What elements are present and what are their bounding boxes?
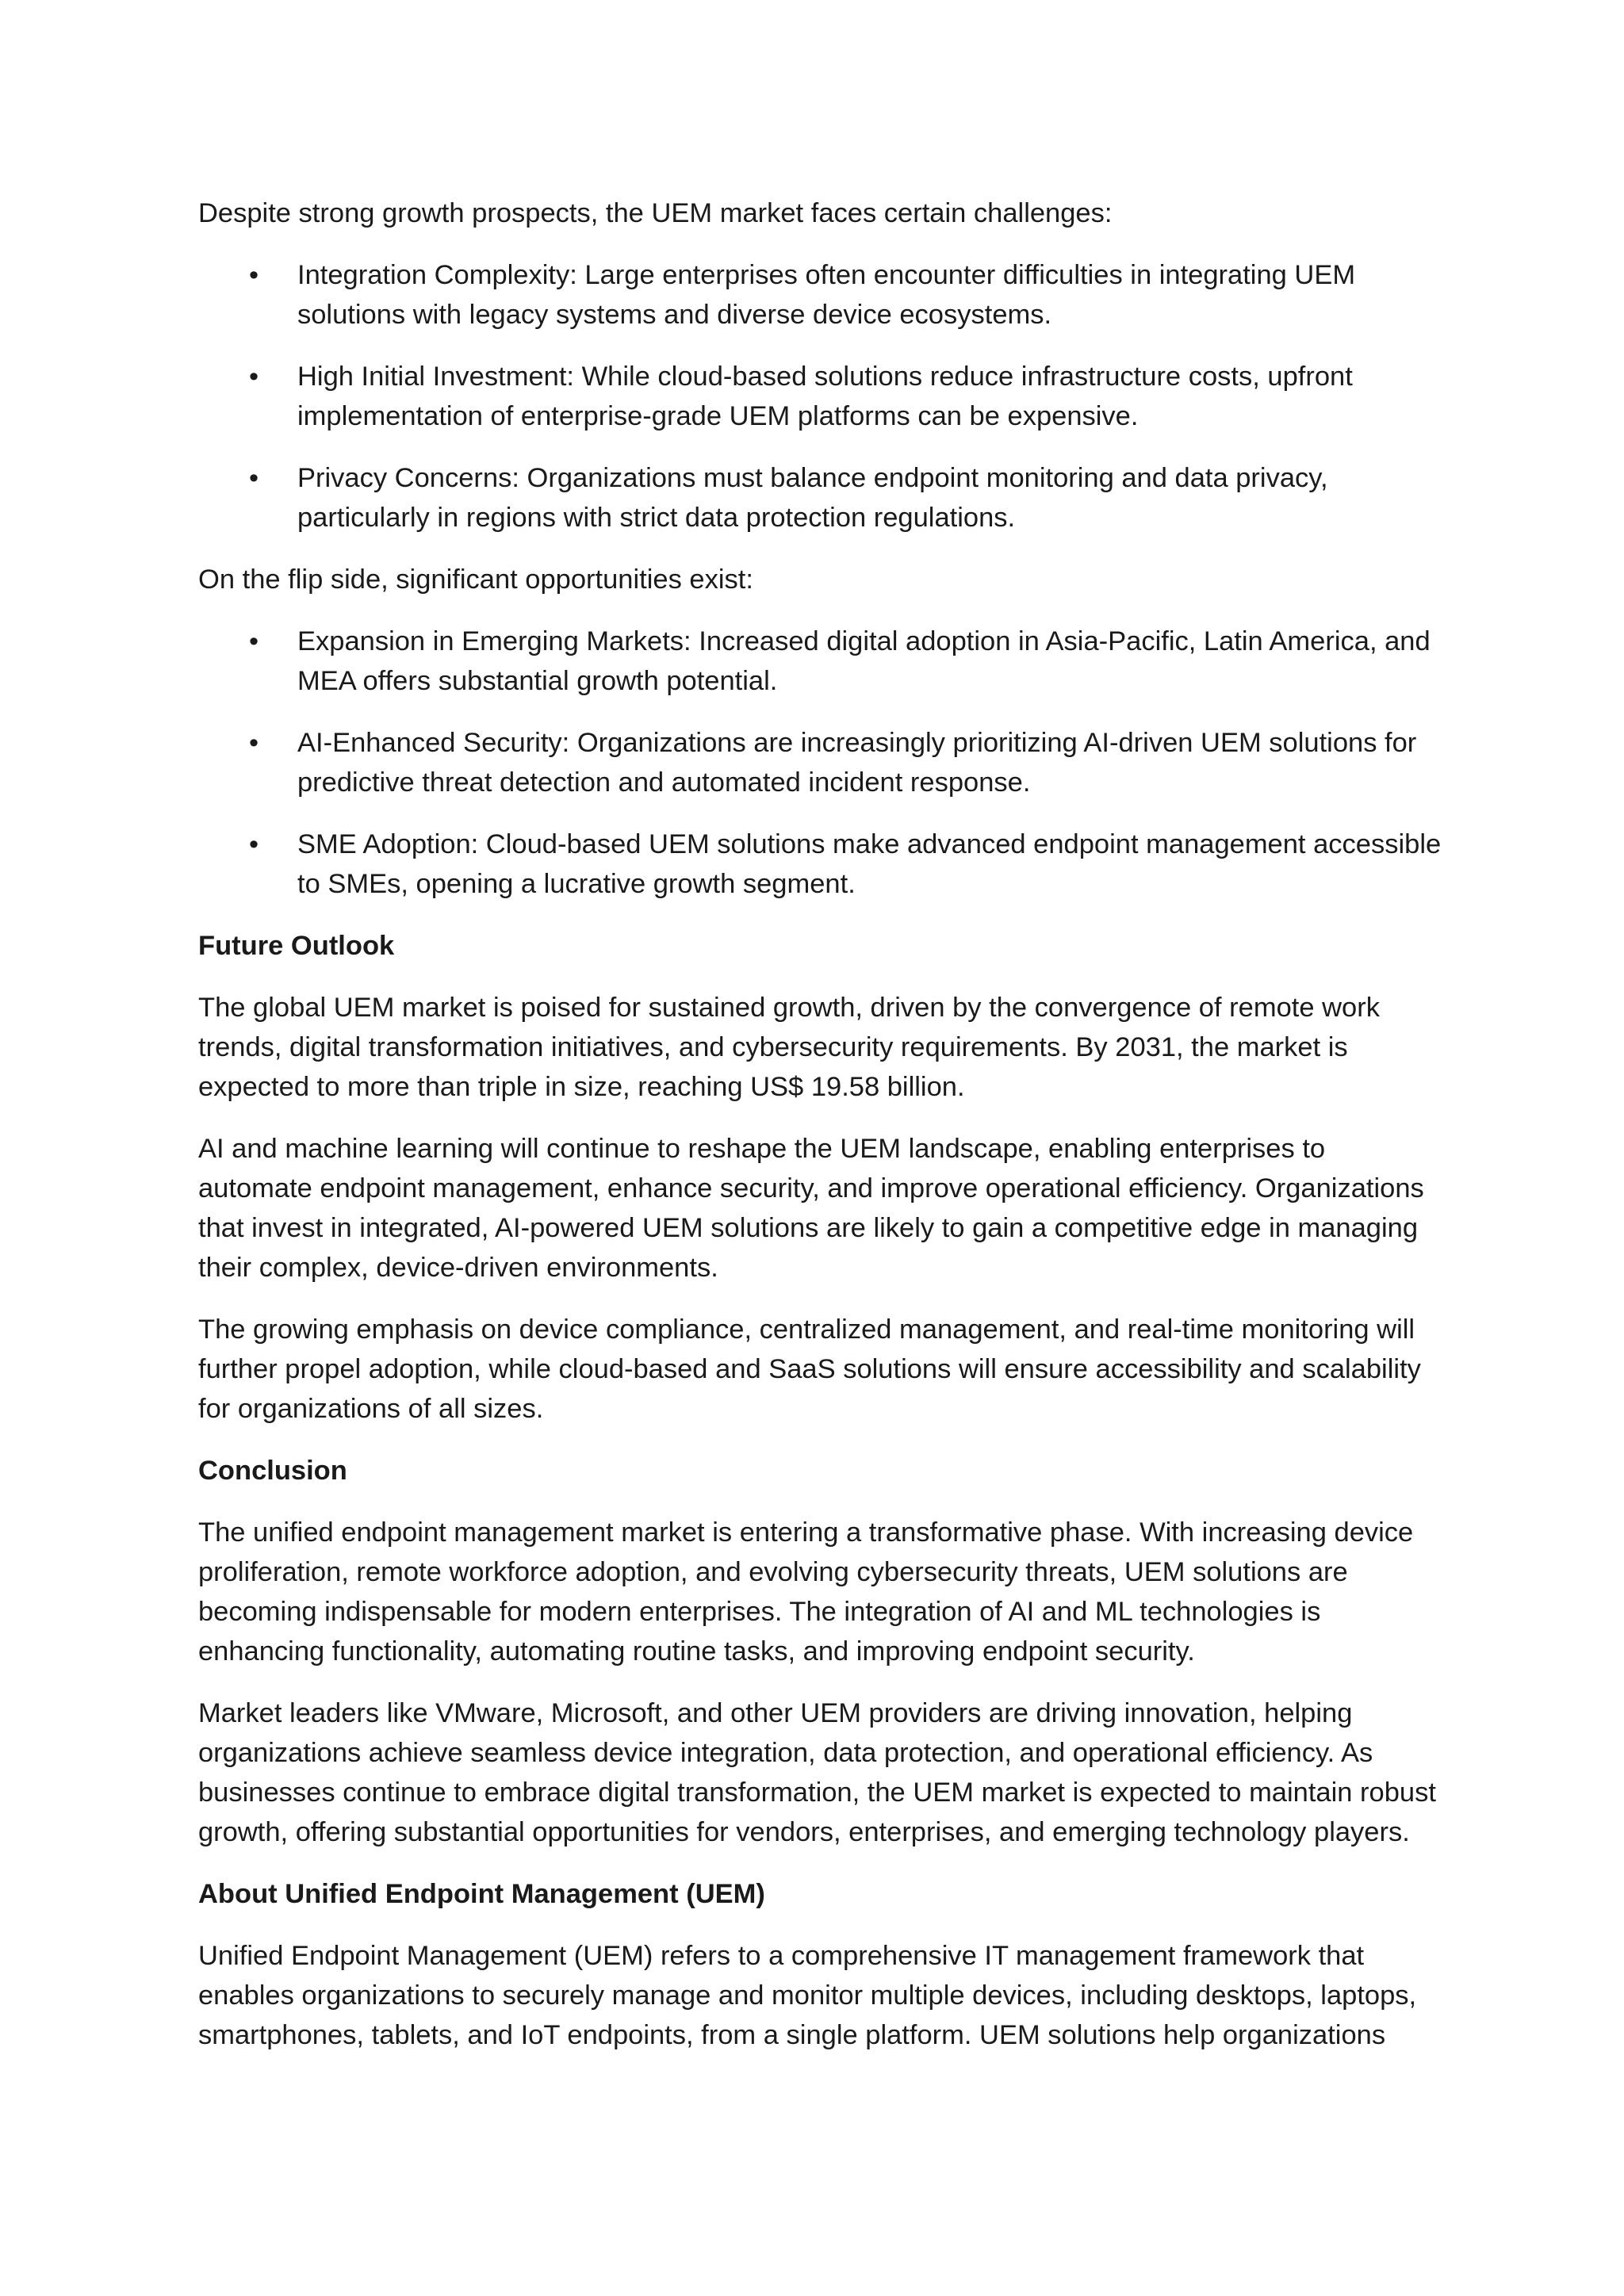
list-item <box>198 357 1443 436</box>
challenges-list <box>198 255 1443 538</box>
bullet-icon: • <box>249 626 259 656</box>
list-item <box>198 255 1443 335</box>
list-item <box>198 622 1443 701</box>
conclusion-heading: Conclusion <box>198 1456 347 1486</box>
challenges-intro: Despite strong growth prospects, the UEM market faces certain challenges: <box>198 198 1113 228</box>
list-item-text: High Initial Investment: While cloud-based solutions reduce infrastructure costs, upfront implementation of enterprise-grade UEM platforms can be expensive. <box>297 362 1353 431</box>
list-item-text: Expansion in Emerging Markets: Increased digital adoption in Asia-Pacific, Latin America, and MEA offers substantial growth potential. <box>297 626 1431 696</box>
bullet-icon: • <box>249 362 259 392</box>
conclusion-paragraph: The unified endpoint management market is entering a transformative phase. With increasing device proliferation, remote workforce adoption, and evolving cybersecurity threats, UEM solutions are becoming indispensable for modern enterprises. The integration of AI and ML technologies is enhancing functionality, automating routine tasks, and improving endpoint security. <box>198 1517 1414 1667</box>
list-item-text: Privacy Concerns: Organizations must balance endpoint monitoring and data privacy, particularly in regions with strict data protection regulations. <box>297 463 1328 533</box>
future-outlook-paragraph: AI and machine learning will continue to reshape the UEM landscape, enabling enterprises to automate endpoint management, enhance security, and improve operational efficiency. Organizations that invest in integrated, AI-powered UEM solutions are likely to gain a competitive edge in managing their complex, device-driven environments. <box>198 1134 1424 1283</box>
about-heading: About Unified Endpoint Management (UEM) <box>198 1879 765 1909</box>
list-item-text: Integration Complexity: Large enterprises often encounter difficulties in integrating UEM solutions with legacy systems and diverse device ecosystems. <box>297 260 1356 330</box>
bullet-icon: • <box>249 829 259 859</box>
list-item-text: AI-Enhanced Security: Organizations are increasingly prioritizing AI-driven UEM solutions for predictive threat detection and automated incident response. <box>297 728 1417 798</box>
list-item <box>198 723 1443 802</box>
list-item-text: SME Adoption: Cloud-based UEM solutions make advanced endpoint management accessible to SMEs, opening a lucrative growth segment. <box>297 829 1442 899</box>
list-item <box>198 825 1443 904</box>
bullet-icon: • <box>249 463 259 493</box>
opportunities-intro: On the flip side, significant opportunities exist: <box>198 564 753 595</box>
future-outlook-heading: Future Outlook <box>198 931 395 961</box>
document-page <box>198 193 1443 2077</box>
conclusion-paragraph: Market leaders like VMware, Microsoft, and other UEM providers are driving innovation, helping organizations achieve seamless device integration, data protection, and operational efficiency. As businesses continue to embrace digital transformation, the UEM market is expected to maintain robust growth, offering substantial opportunities for vendors, enterprises, and emerging technology players. <box>198 1698 1436 1847</box>
future-outlook-paragraph: The growing emphasis on device compliance, centralized management, and real-time monitoring will further propel adoption, while cloud-based and SaaS solutions will ensure accessibility and scalability for organizations of all sizes. <box>198 1314 1421 1424</box>
about-paragraph: Unified Endpoint Management (UEM) refers to a comprehensive IT management framework that enables organizations to securely manage and monitor multiple devices, including desktops, laptops, smartphones, tablets, and IoT endpoints, from a single platform. UEM solutions help organizations <box>198 1941 1417 2050</box>
opportunities-list <box>198 622 1443 904</box>
bullet-icon: • <box>249 260 259 290</box>
future-outlook-paragraph: The global UEM market is poised for sustained growth, driven by the convergence of remote work trends, digital transformation initiatives, and cybersecurity requirements. By 2031, the market is expected to more than triple in size, reaching US$ 19.58 billion. <box>198 993 1380 1102</box>
bullet-icon: • <box>249 728 259 758</box>
list-item <box>198 458 1443 538</box>
